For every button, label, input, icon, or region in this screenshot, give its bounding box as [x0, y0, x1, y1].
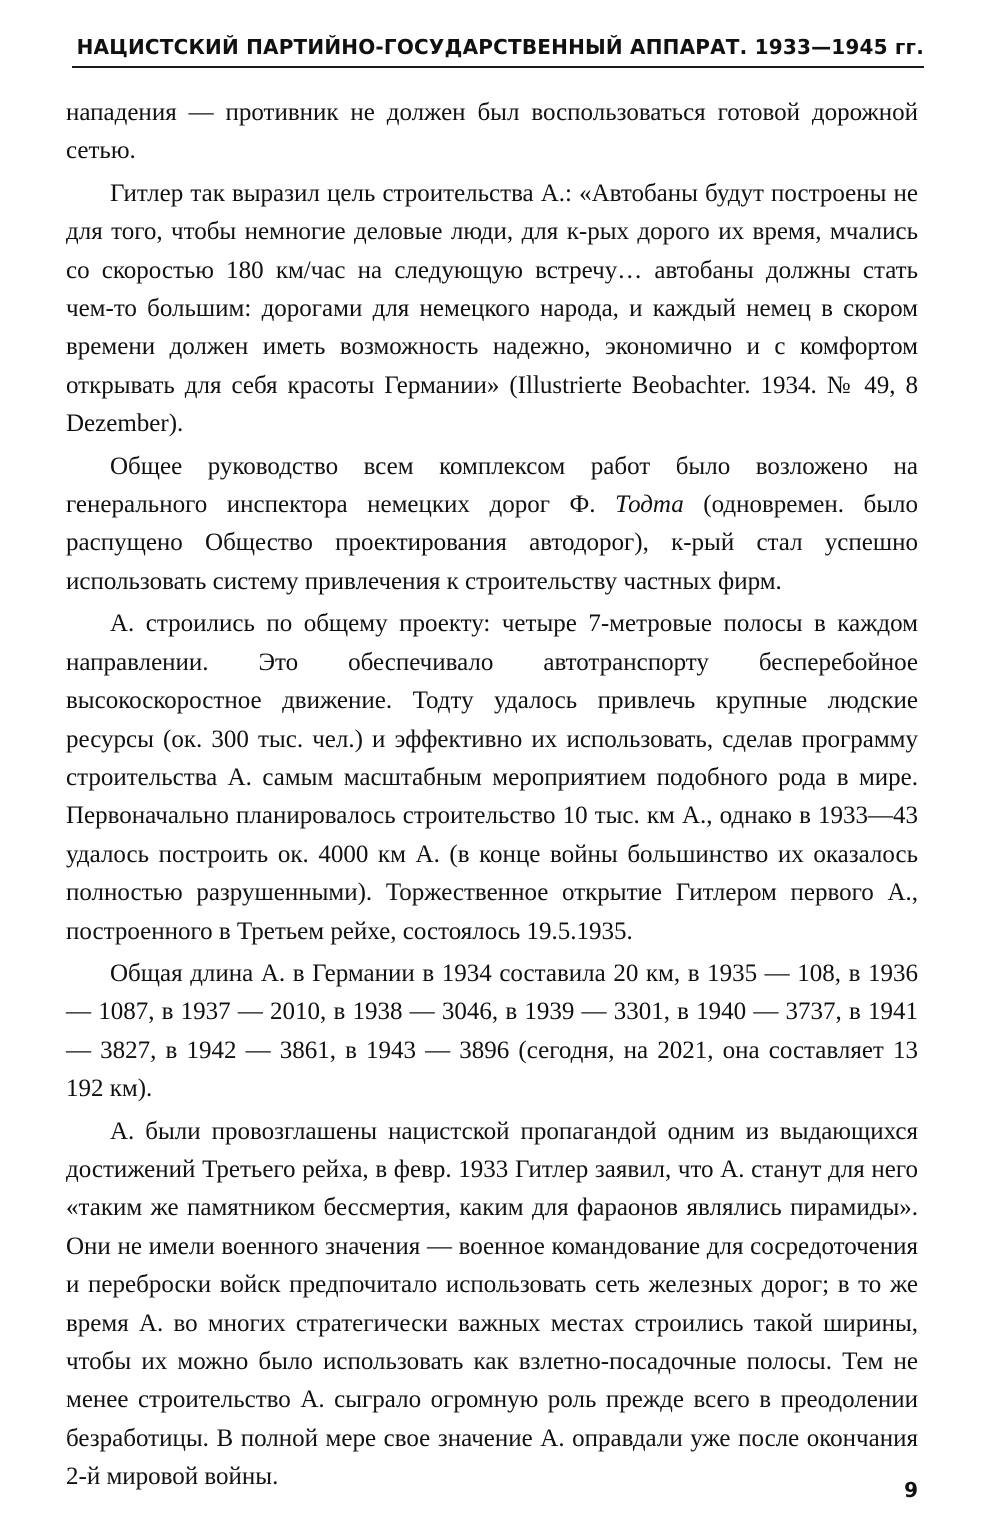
- paragraph-3-text-start: Общее руководство всем комплексом работ было возложено на генерального инспектора немецких дорог Ф.: [66, 452, 918, 519]
- paragraph-3-name-italic: Тодта: [615, 491, 684, 519]
- paragraph-3: [66, 448, 918, 602]
- running-header: [72, 34, 924, 68]
- paragraph-4: А. строились по общему проекту: четыре 7-метровые полосы в каждом направлении. Это обеспечивало автотранспорту бесперебойное высокоскоростное движение. Тодту удалось привлечь крупные людские ресурсы (ок. 300 тыс. чел.) и эффективно их использовать, сделав программу строительства А. самым масштабным мероприятием подобного рода в мире. Первоначально планировалось строительство 10 тыс. км А., однако в 1933—43 удалось построить ок. 4000 км А. (в конце войны большинство их оказалось полностью разрушенными). Торжественное открытие Гитлером первого А., построенного в Третьем рейхе, состоялось 19.5.1935.: [66, 610, 918, 945]
- body-text: [66, 94, 918, 1501]
- page-number: 9: [904, 1478, 918, 1502]
- paragraph-3-text-end: (одновремен. было распущено Общество проектирования автодорог), к-рый стал успешно использовать систему привлечения к строительству частных фирм.: [66, 491, 918, 595]
- paragraph-5: Общая длина А. в Германии в 1934 составила 20 км, в 1935 — 108, в 1936 — 1087, в 1937 — 2010, в 1938 — 3046, в 1939 — 3301, в 1940 — 3737, в 1941 — 3827, в 1942 — 3861, в 1943 — 3896 (сегодня, на 2021, она составляет 13 192 км).: [66, 959, 918, 1103]
- paragraph-6: А. были провозглашены нацистской пропагандой одним из выдающихся достижений Третьего рейха, в февр. 1933 Гитлер заявил, что А. станут для него «таким же памятником бессмертия, каким для фараонов являлись пирамиды». Они не имели военного значения — военное командование для сосредоточения и переброски войск предпочитало использовать сеть железных дорог; в то же время А. во многих стратегически важных местах строились такой ширины, чтобы их можно было использовать как взлетно-посадочные полосы. Тем не менее строительство А. сыграло огромную роль прежде всего в преодолении безработицы. В полной мере свое значение А. оправдали уже после окончания 2-й мировой войны.: [66, 1117, 918, 1491]
- running-title: НАЦИСТСКИЙ ПАРТИЙНО-ГОСУДАРСТВЕННЫЙ АППАРАТ. 1933—1945 гг.: [76, 35, 924, 59]
- paragraph-2: Гитлер так выразил цель строительства А.: «Автобаны будут построены не для того, чтобы немногие деловые люди, для к-рых дорого их время, мчались со скоростью 180 км/час на следующую встречу… автобаны должны стать чем-то большим: дорогами для немецкого народа, и каждый немец в скором времени должен иметь возможность надежно, экономично и с комфортом открывать для себя красоты Германии» (Illustrierte Beobachter. 1934. № 49, 8 Dezember).: [66, 179, 918, 438]
- paragraph-1: нападения — противник не должен был воспользоваться готовой дорожной сетью.: [66, 99, 918, 165]
